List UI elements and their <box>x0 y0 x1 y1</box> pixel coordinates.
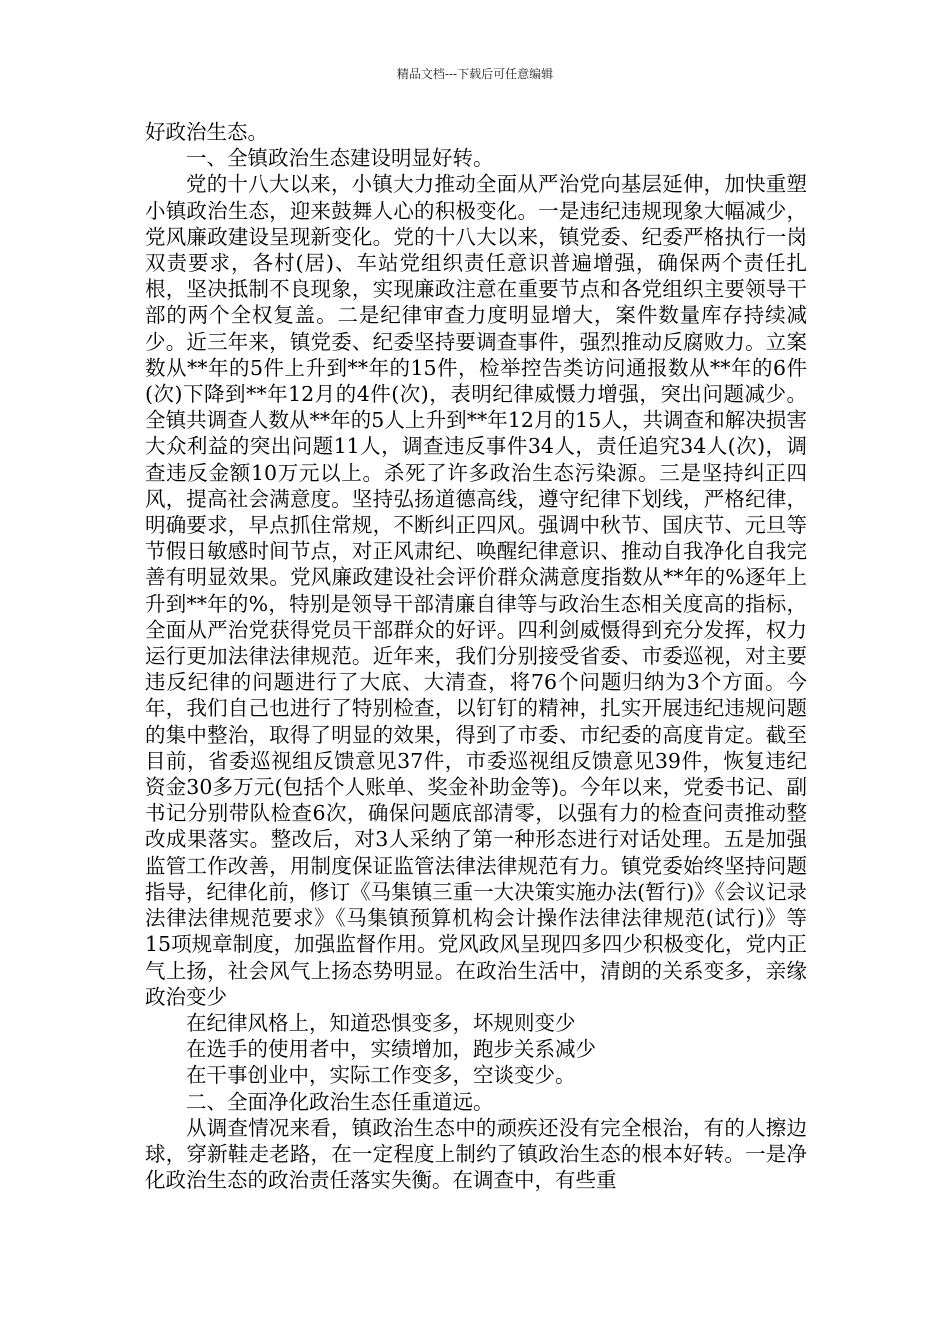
paragraph-line: 在干事创业中，实际工作变多，空谈变少。 <box>186 1063 576 1088</box>
paragraph-continuation: 好政治生态。 <box>145 120 268 144</box>
paragraph-body: 从调查情况来看，镇政治生态中的顽疾还没有完全根治，有的人擦边球，穿新鞋走老路，在一定程度上制约了镇政治生态的根本好转。一是净化政治生态的政治责任落实失衡。在调查中，有些重 <box>145 1115 807 1193</box>
section-heading-2: 二、全面净化政治生态任重道远。 <box>186 1089 494 1114</box>
document-body <box>145 119 807 1193</box>
page-header: 精品文档---下载后可任意编辑 <box>396 67 554 81</box>
paragraph-body: 党的十八大以来，小镇大力推动全面从严治党向基层延伸，加快重塑小镇政治生态，迎来鼓舞人心的积极变化。一是违纪违规现象大幅减少，党风廉政建设呈现新变化。党的十八大以来，镇党委、纪委严格执行一岗双责要求，各村(居)、车站党组织责任意识普遍增强，确保两个责任扎根，坚决抵制不良现象，实现廉政注意在重要节点和各党组织主要领导干部的两个全权复盖。二是纪律审查力度明显增大，案件数量库存持续减少。近三年来，镇党委、纪委坚持要调查事件，强烈推动反腐败力。立案数从**年的5件上升到**年的15件，检举控告类访问通报数从**年的6件(次)下降到**年12月的4件(次)，表明纪律威慑力增强，突出问题减少。全镇共调查人数从**年的5人上升到**年12月的15人，共调查和解决损害大众利益的突出问题11人，调查违反事件34人，责任追究34人(次)，调查违反金额10万元以上。杀死了许多政治生态污染源。三是坚持纠正四风，提高社会满意度。坚持弘扬道德高线，遵守纪律下划线，严格纪律，明确要求，早点抓住常规，不断纠正四风。强调中秋节、国庆节、元旦等节假日敏感时间节点，对正风肃纪、唤醒纪律意识、推动自我净化自我完善有明显效果。党风廉政建设社会评价群众满意度指数从**年的%逐年上升到**年的%，特别是领导干部清廉自律等与政治生态相关度高的指标，全面从严治党获得党员干部群众的好评。四利剑威慑得到充分发挥，权力运行更加法律法律规范。近年来，我们分别接受省委、市委巡视，对主要违反纪律的问题进行了大底、大清查，将76个问题归纳为3个方面。今年，我们自己也进行了特别检查，以钉钉的精神，扎实开展违纪违规问题的集中整治，取得了明显的效果，得到了市委、市纪委的高度肯定。截至目前，省委巡视组反馈意见37件，市委巡视组反馈意见39件，恢复违纪资金30多万元(包括个人账单、奖金补助金等)。今年以来，党委书记、副书记分别带队检查6次，确保问题底部清零，以强有力的检查问责推动整改成果落实。整改后，对3人采纳了第一种形态进行对话处理。五是加强监管工作改善，用制度保证监管法律法律规范有力。镇党委始终坚持问题指导，纪律化前，修订《马集镇三重一大决策实施办法(暂行)》《会议记录法律法律规范要求》《马集镇预算机构会计操作法律法律规范(试行)》等15项规章制度，加强监督作用。党风政风呈现四多四少积极变化，党内正气上扬，社会风气上扬态势明显。在政治生活中，清朗的关系变多，亲缘政治变少 <box>145 172 807 1009</box>
paragraph-line: 在选手的使用者中，实绩增加，跑步关系减少 <box>186 1037 596 1062</box>
section-heading-1: 一、全镇政治生态建设明显好转。 <box>186 146 494 171</box>
paragraph-line: 在纪律风格上，知道恐惧变多，坏规则变少 <box>186 1010 576 1035</box>
